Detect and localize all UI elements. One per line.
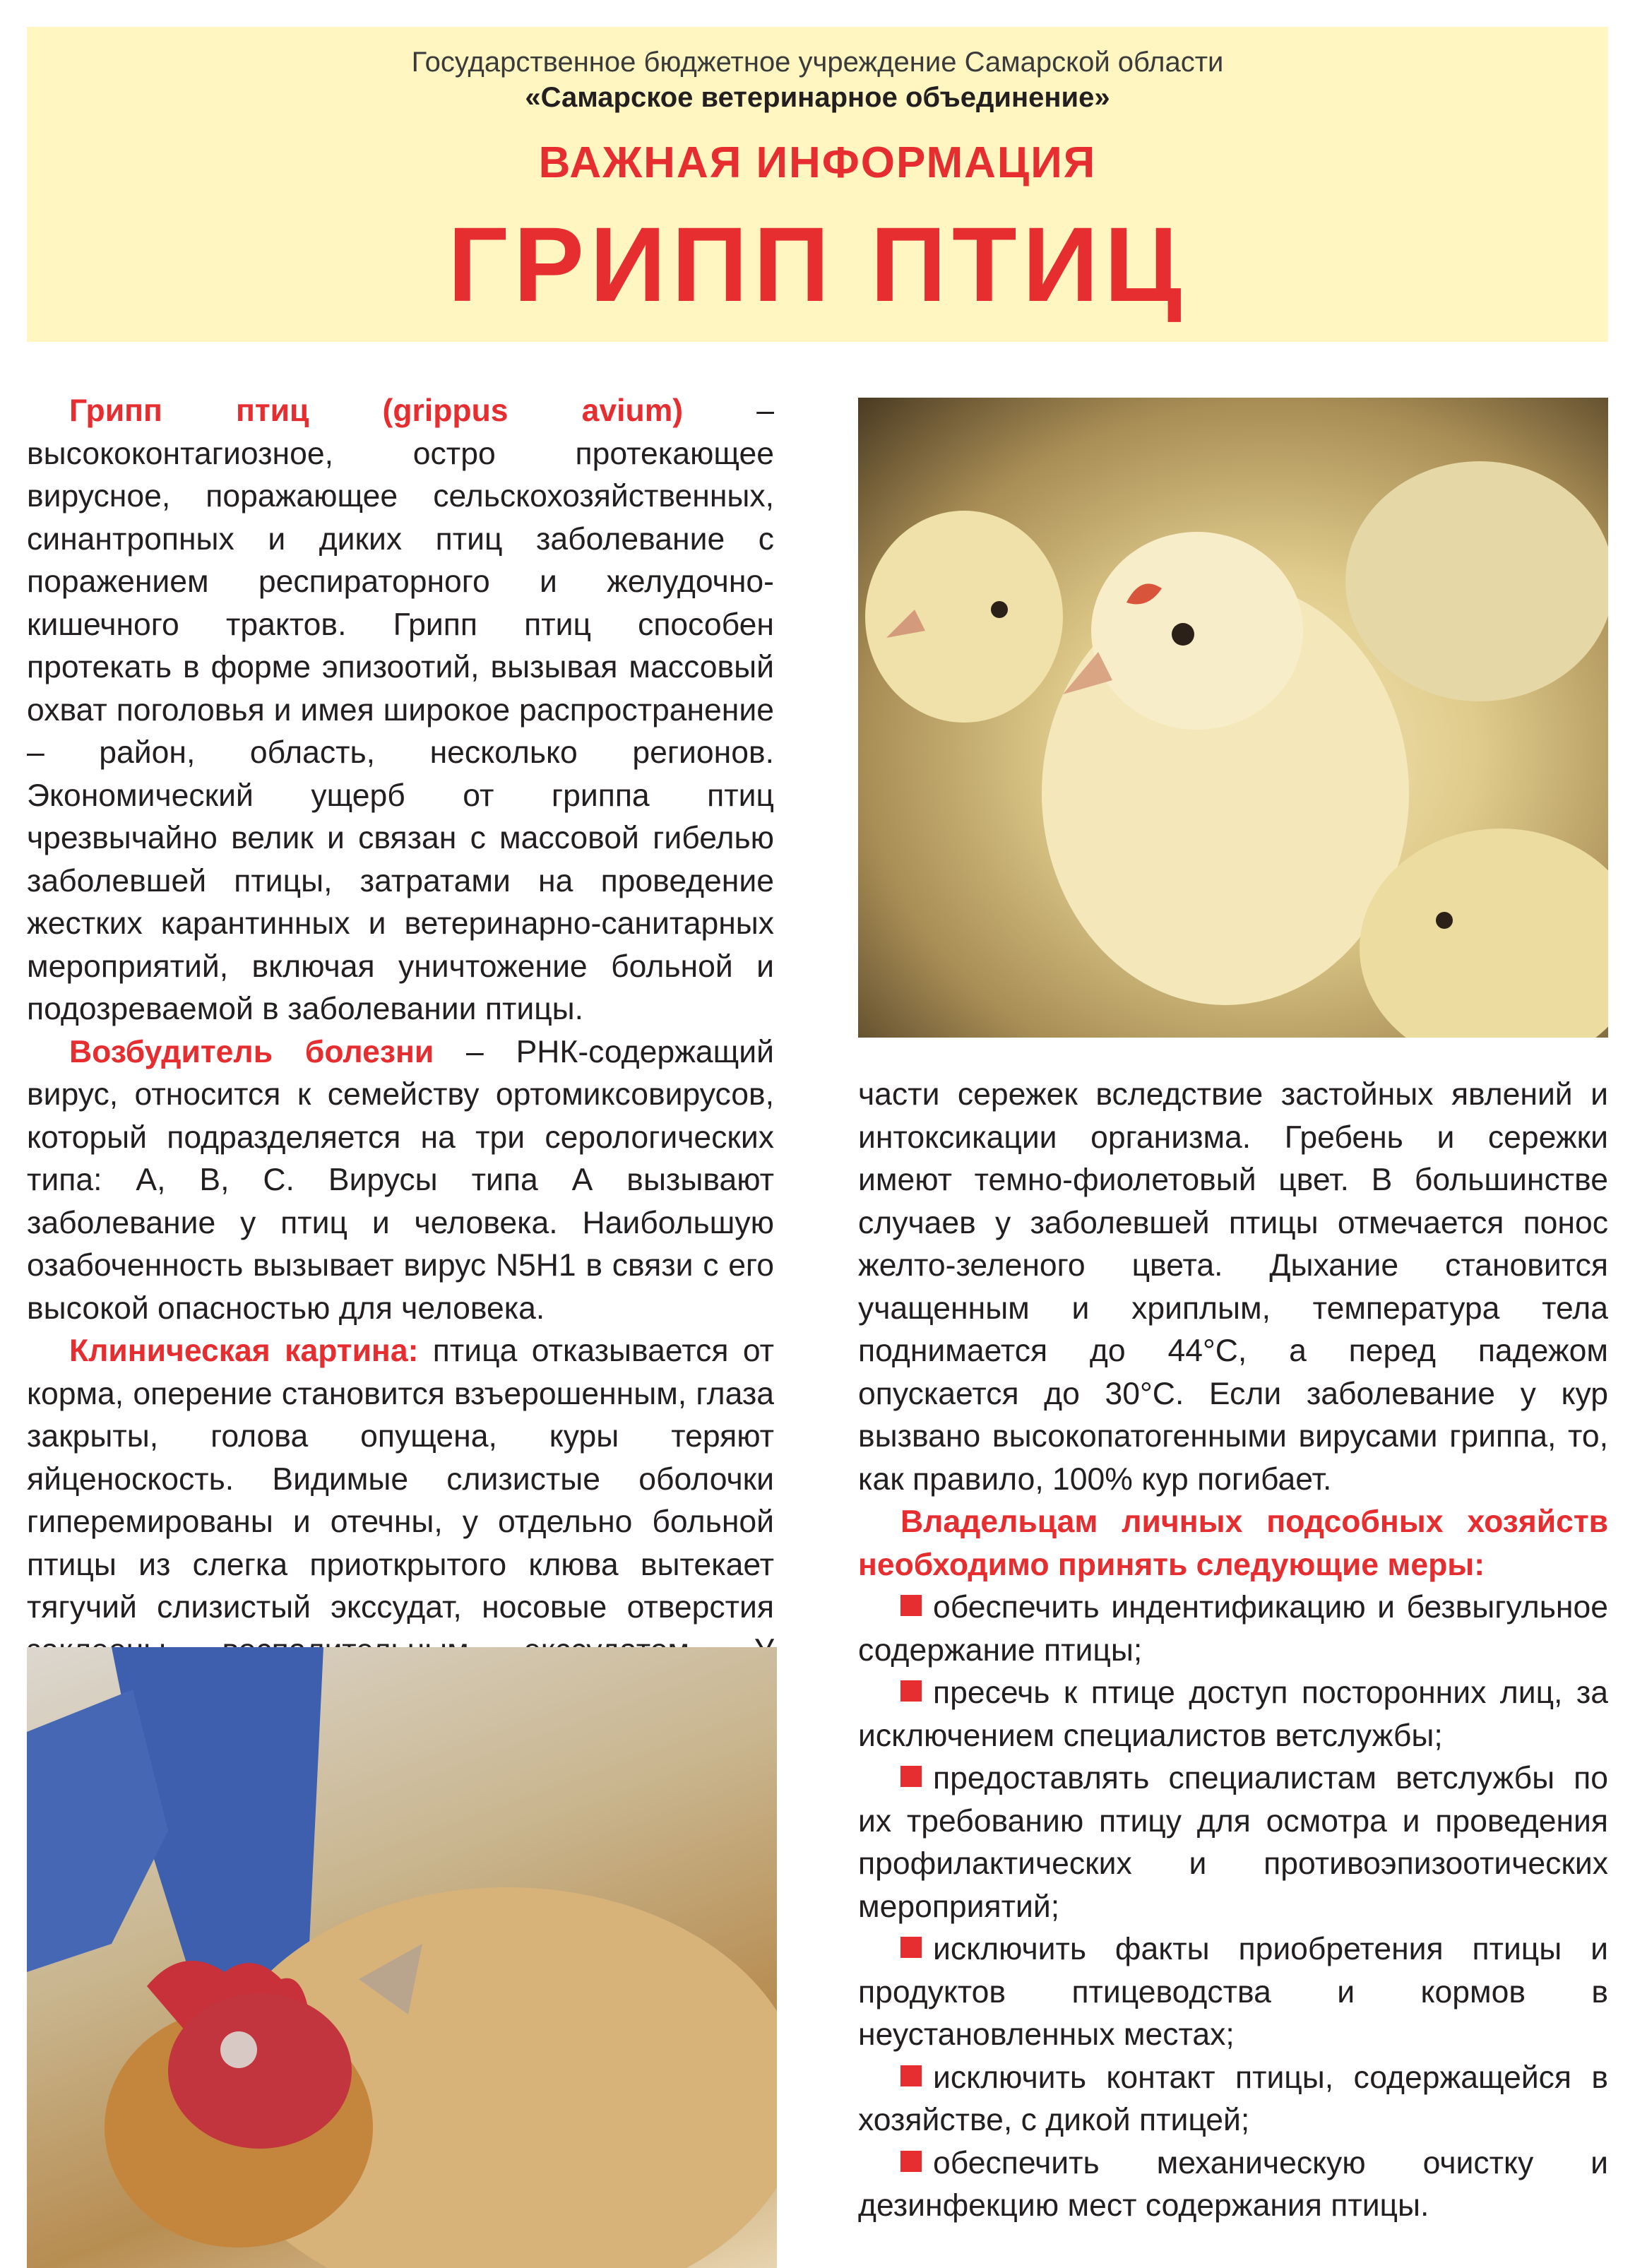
measure-item: исключить контакт птицы, содержащейся в хозяйстве, с дикой птицей; [858, 2060, 1608, 2137]
pathogen-paragraph [27, 1031, 774, 1331]
clinical-continuation: части сережек вследствие застойных явлений и интоксикации организма. Гребень и сережки имеют темно-фиолетовый цвет. В большинстве случаев у заболевшей птицы отмечается понос желто-зеленого цвета. Дыхание становится учащенным и хриплым, температура тела поднимается до 44°С, а перед падежом опускается до 30°С. Если заболевание у кур вызвано высокопатогенными вирусами гриппа, то, как правило, 100% кур погибает. [858, 1077, 1608, 1497]
measure-item: исключить факты приобретения птицы и продуктов птицеводства и кормов в неустановленных местах; [858, 1932, 1608, 2052]
bullet-square-icon [900, 2065, 922, 2086]
header-banner [27, 27, 1608, 342]
page-title: ГРИПП ПТИЦ [447, 205, 1188, 323]
bullet-square-icon [900, 1595, 922, 1616]
disease-term: Грипп птиц (grippus avium) [69, 393, 684, 428]
definition-text: – высококонтагиозное, остро протекающее вирусное, поражающее сельскохозяйственных, синантропных и диких птиц заболевание с поражением респираторного и желудочно-кишечного трактов. Грипп птиц способен протекать в форме эпизоотий, вызывая массовый охват поголовья и имея широкое распространение – район, область, несколько регионов. Экономический ущерб от гриппа птиц чрезвычайно велик и связан с массовой гибелью заболевшей птицы, затратами на проведение жестких карантинных и ветеринарно-санитарных мероприятий, включая уничтожение больной и подозреваемой в заболевании птицы. [27, 393, 774, 1026]
organization-name: Государственное бюджетное учреждение Самарской области [411, 47, 1224, 78]
measure-item: пресечь к птице доступ посторонних лиц, за исключением специалистов ветслужбы; [858, 1675, 1608, 1753]
measures-heading: Владельцам личных подсобных хозяйств необходимо принять следующие меры: [858, 1504, 1608, 1582]
measure-item: обеспечить индентификацию и безвыгульное содержание птицы; [858, 1590, 1608, 1668]
sick-hen-photo [27, 1647, 777, 2268]
chicks-photo [858, 398, 1608, 1038]
definition-paragraph [27, 390, 774, 1031]
important-info-heading: ВАЖНАЯ ИНФОРМАЦИЯ [538, 138, 1097, 187]
article-right-column [858, 1074, 1608, 2228]
clinical-text: птица отказывается от корма, оперение становится взъерошенным, глаза закрыты, голова опущена, куры теряют яйценоскость. Видимые слизистые оболочки гиперемированы и отечны, у отдельно больной птицы из слегка приоткрытого клюва вытекает тягучий слизистый экссудат, носовые отверстия [27, 1334, 774, 1625]
bullet-square-icon [900, 1680, 922, 1702]
organization-title: «Самарское ветеринарное объединение» [525, 82, 1110, 113]
bullet-square-icon [900, 2151, 922, 2172]
bullet-square-icon [900, 1766, 922, 1787]
measure-item: предоставлять специалистам ветслужбы по их требованию птицу для осмотра и проведения профилактических и противоэпизоотических мероприятий; [858, 1761, 1608, 1924]
clinical-term: Клиническая картина: [69, 1334, 419, 1368]
measure-item: обеспечить механическую очистку и дезинфекцию мест содержания птицы. [858, 2145, 1608, 2223]
pathogen-text: – РНК-содержащий вирус, относится к семейству ортомиксовирусов, который подразделяется на три серологических типа: А, В, С. Вирусы типа А вызывают заболевание у птиц и человека. Наибольшую озабоченность вызывает вирус N5H1 в связи с его высокой опасностью для человека. [27, 1034, 774, 1326]
bullet-square-icon [900, 1937, 922, 1958]
article-left-column [27, 390, 774, 1757]
pathogen-term: Возбудитель болезни [69, 1034, 434, 1069]
